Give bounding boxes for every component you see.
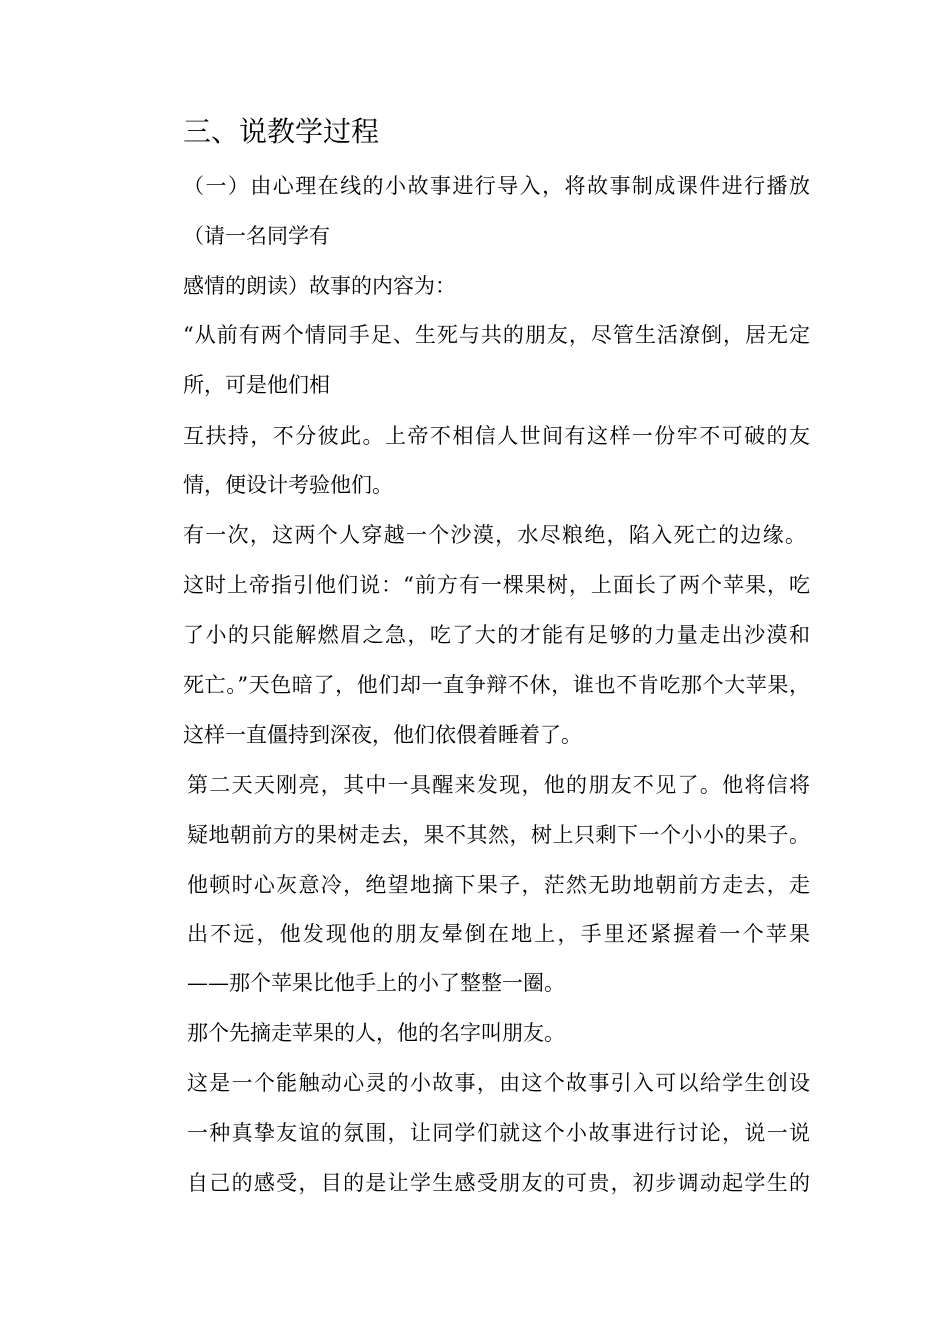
- paragraph-line: 情，便设计考验他们。: [183, 473, 393, 497]
- paragraph-line: 互扶持，不分彼此。上帝不相信人世间有这样一份牢不可破的友: [183, 424, 810, 448]
- paragraph-line: 死亡。”天色暗了，他们却一直争辩不休，谁也不肯吃那个大苹果，: [183, 673, 810, 697]
- paragraph-line: 这是一个能触动心灵的小故事，由这个故事引入可以给学生创设: [187, 1071, 810, 1095]
- paragraph-line: 一种真挚友谊的氛围，让同学们就这个小故事进行讨论，说一说: [187, 1121, 810, 1145]
- paragraph-line: 所，可是他们相: [183, 373, 330, 397]
- paragraph-line: 第二天天刚亮，其中一具醒来发现，他的朋友不见了。他将信将: [187, 773, 810, 797]
- paragraph-line: （请一名同学有: [183, 224, 330, 248]
- paragraph-line: 了小的只能解燃眉之急，吃了大的才能有足够的力量走出沙漠和: [183, 623, 810, 647]
- paragraph-line: 疑地朝前方的果树走去，果不其然，树上只剩下一个小小的果子。: [187, 823, 810, 847]
- paragraph-line: 他顿时心灰意冷，绝望地摘下果子，茫然无助地朝前方走去，走: [187, 873, 810, 897]
- paragraph-line: ——那个苹果比他手上的小了整整一圈。: [187, 971, 565, 995]
- paragraph-line: （一）由心理在线的小故事进行导入，将故事制成课件进行播放: [183, 174, 810, 198]
- paragraph-line: 那个先摘走苹果的人，他的名字叫朋友。: [187, 1021, 565, 1045]
- paragraph-line: 出不远，他发现他的朋友晕倒在地上，手里还紧握着一个苹果: [187, 922, 810, 946]
- section-heading: 三、说教学过程: [183, 115, 380, 148]
- paragraph-line: 自己的感受，目的是让学生感受朋友的可贵，初步调动起学生的: [187, 1171, 810, 1195]
- paragraph-line: “从前有两个情同手足、生死与共的朋友，尽管生活潦倒，居无定: [183, 323, 810, 347]
- paragraph-line: 有一次，这两个人穿越一个沙漠，水尽粮绝，陷入死亡的边缘。: [183, 523, 806, 547]
- paragraph-line: 这时上帝指引他们说：“前方有一棵果树，上面长了两个苹果，吃: [183, 573, 810, 597]
- paragraph-line: 感情的朗读）故事的内容为：: [183, 274, 456, 298]
- paragraph-line: 这样一直僵持到深夜，他们依偎着睡着了。: [183, 723, 582, 747]
